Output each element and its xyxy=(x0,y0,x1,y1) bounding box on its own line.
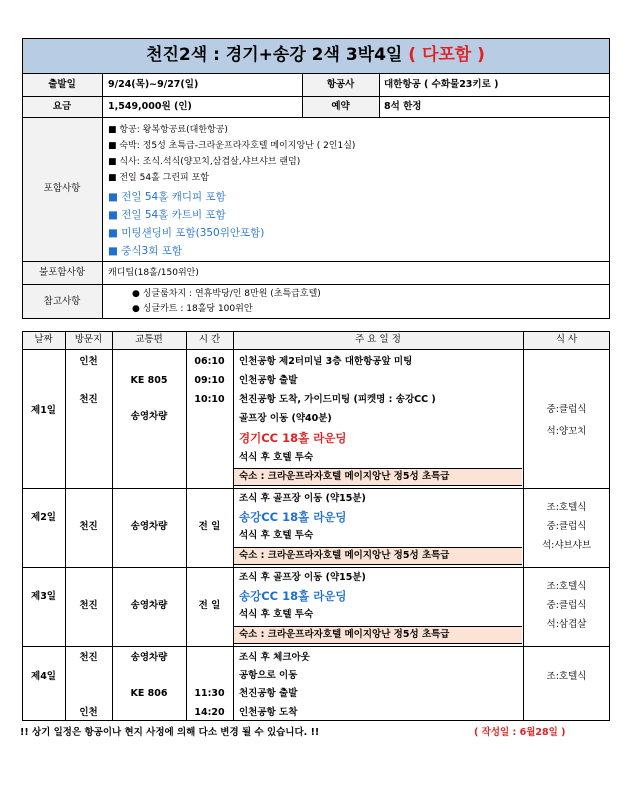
schedule-item: 천진공항 도착, 가이드미팅 (피켓명 : 송강CC ) xyxy=(239,394,436,405)
place: 천진 xyxy=(79,521,98,532)
transport: 송영차량 xyxy=(130,411,168,422)
depart-label: 출발일 xyxy=(48,79,76,90)
included-item: ■ 중식3회 포함 xyxy=(108,245,182,257)
time: 전 일 xyxy=(198,521,221,532)
schedule-round: 경기CC 18홀 라운딩 xyxy=(239,431,347,445)
reserve-label: 예약 xyxy=(331,101,350,112)
schedule-item: 조식 후 골프장 이동 (약15분) xyxy=(239,572,366,583)
meal: 조:호텔식 xyxy=(546,581,587,592)
time: 11:30 xyxy=(194,688,225,699)
place: 인천 xyxy=(79,707,98,718)
meal: 조:호텔식 xyxy=(546,671,587,682)
schedule-item: 인천공항 제2터미널 3층 대한항공앞 미팅 xyxy=(239,356,413,367)
schedule-item: 골프장 이동 (약40분) xyxy=(239,413,332,424)
excluded-value: 캐디팁(18홀/150위안) xyxy=(108,268,199,278)
schedule-item: 조식 후 골프장 이동 (약15분) xyxy=(239,493,366,504)
note-item: ● 싱글카트 : 18홀당 100위안 xyxy=(132,304,253,314)
reserve-value: 8석 한정 xyxy=(384,101,422,112)
included-item: ■ 전일 54홀 카트비 포함 xyxy=(108,209,226,221)
time: 09:10 xyxy=(194,375,225,386)
schedule-item: 석식 후 호텔 투숙 xyxy=(239,530,314,541)
schedule-item: 공항으로 이동 xyxy=(239,670,298,681)
time: 06:10 xyxy=(194,356,225,367)
meal: 석:삼겹살 xyxy=(546,619,587,630)
header-schedule: 주 요 일 정 xyxy=(355,334,401,345)
header-place: 방문지 xyxy=(74,334,103,345)
place: 천진 xyxy=(79,600,98,611)
transport: KE 805 xyxy=(130,375,168,386)
schedule-round: 송강CC 18홀 라운딩 xyxy=(239,510,347,524)
place: 천진 xyxy=(79,394,98,405)
schedule-item: 천진공항 출발 xyxy=(239,688,298,699)
transport: 송영차량 xyxy=(130,521,168,532)
included-item: ■ 미팅샌딩비 포함(350위안포함) xyxy=(108,227,265,239)
day-label: 제2일 xyxy=(31,512,56,523)
place: 천진 xyxy=(79,652,98,663)
hotel-info: 숙소 : 크라운프라자호텔 메이지앙난 정5성 초특급 xyxy=(239,550,450,561)
time: 전 일 xyxy=(198,600,221,611)
meal: 조:호텔식 xyxy=(546,502,587,513)
notes-label: 참고사항 xyxy=(43,296,81,307)
schedule-item: 석식 후 호텔 투숙 xyxy=(239,452,314,463)
included-label: 포함사항 xyxy=(43,183,81,194)
header-transport: 교통편 xyxy=(135,334,163,345)
excluded-label: 불포함사항 xyxy=(39,267,85,278)
written-date: ( 작성일 : 6월28일 ) xyxy=(474,727,566,738)
header-meals: 식 사 xyxy=(555,334,578,345)
day-label: 제4일 xyxy=(31,671,56,682)
day-label: 제1일 xyxy=(31,405,56,416)
price-value: 1,549,000원 (인) xyxy=(108,101,192,112)
schedule-item: 조식 후 체크아웃 xyxy=(239,652,310,663)
time: 14:20 xyxy=(194,707,225,718)
title-main: 천진2색 : 경기+송강 2색 3박4일 xyxy=(146,45,403,65)
transport: 송영차량 xyxy=(130,600,168,611)
schedule-item: 인천공항 출발 xyxy=(239,375,298,386)
included-item: ■ 항공: 왕복항공료(대한항공) xyxy=(108,125,228,135)
meal: 중:클럽식 xyxy=(546,404,587,415)
header-time: 시 간 xyxy=(198,334,221,345)
depart-value: 9/24(목)~9/27(일) xyxy=(108,79,199,90)
schedule-round: 송강CC 18홀 라운딩 xyxy=(239,589,347,603)
hotel-info: 숙소 : 크라운프라자호텔 메이지앙난 정5성 초특급 xyxy=(239,629,450,640)
transport: KE 806 xyxy=(130,688,168,699)
footer-notice: !! 상기 일정은 항공이나 현지 사정에 의해 다소 변경 될 수 있습니다. !! xyxy=(20,727,320,738)
transport: 송영차량 xyxy=(130,652,168,663)
meal: 중:클럽식 xyxy=(546,521,587,532)
airline-value: 대한항공 ( 수화물23키로 ) xyxy=(384,79,499,90)
day-label: 제3일 xyxy=(31,591,56,602)
header-date: 날짜 xyxy=(34,334,53,345)
included-item: ■ 숙박: 정5성 초특급-크라운프라자호텔 메이지앙난 ( 2인1실) xyxy=(108,141,356,151)
hotel-info: 숙소 : 크라운프라자호텔 메이지앙난 정5성 초특급 xyxy=(239,471,450,482)
included-item: ■ 식사: 조식.석식(양꼬치,삼겹살,샤브샤브 랜덤) xyxy=(108,157,301,167)
schedule-item: 인천공항 도착 xyxy=(239,707,298,718)
note-item: ● 싱글룸차지 : 연휴박당/인 8만원 (초특급호텔) xyxy=(132,289,321,299)
included-item: ■ 전일 54홀 캐디피 포함 xyxy=(108,191,226,203)
included-item: ■ 전일 54홀 그린피 포함 xyxy=(108,173,209,183)
meal: 석:양꼬치 xyxy=(546,426,587,437)
price-label: 요금 xyxy=(52,101,72,112)
meal: 석:샤브샤브 xyxy=(541,540,592,551)
meal: 중:클럽식 xyxy=(546,600,587,611)
time: 10:10 xyxy=(194,394,225,405)
place: 인천 xyxy=(79,356,98,367)
title-highlight: ( 다포함 ) xyxy=(408,45,485,65)
schedule-item: 석식 후 호텔 투숙 xyxy=(239,609,314,620)
airline-label: 항공사 xyxy=(326,79,355,90)
